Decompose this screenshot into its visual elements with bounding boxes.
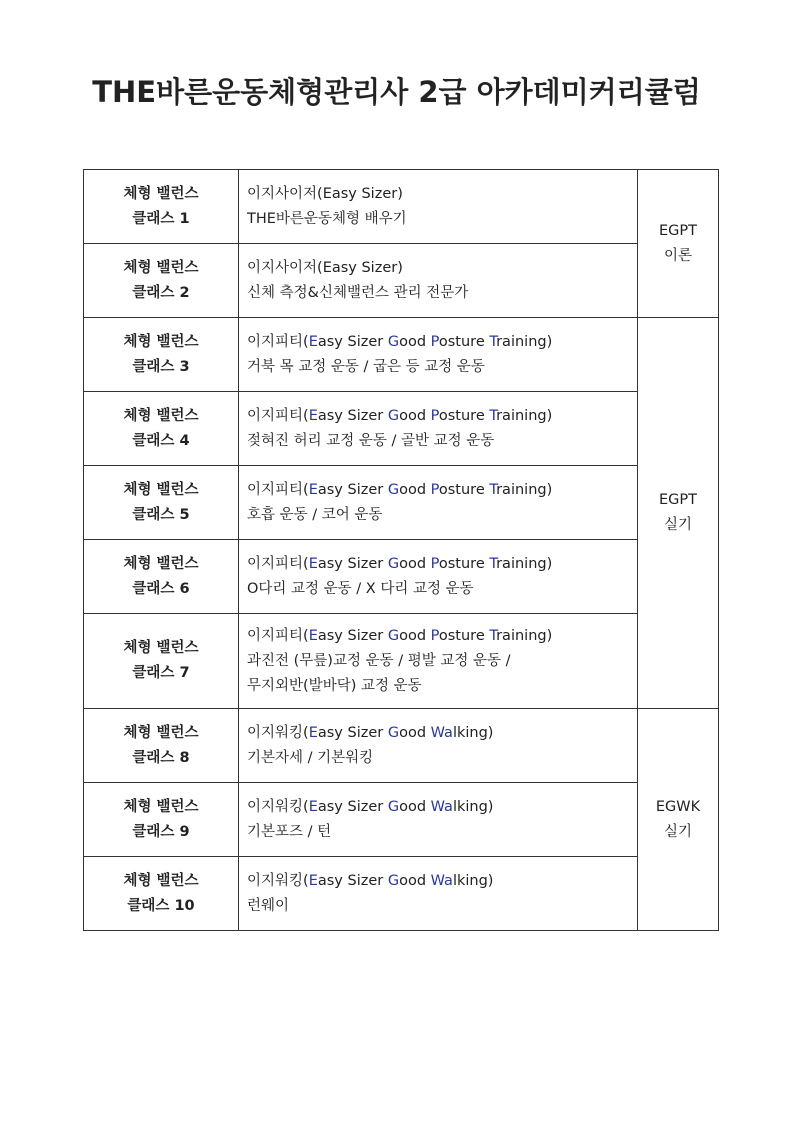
class-name: 체형 밸런스 (123, 185, 199, 202)
class-cell (84, 170, 239, 244)
class-number: 클래스 10 (127, 897, 195, 914)
table-row (84, 170, 719, 244)
table-row (84, 709, 719, 783)
class-cell (84, 614, 239, 709)
class-cell (84, 709, 239, 783)
course-detail: 거북 목 교정 운동 / 굽은 등 교정 운동 (247, 358, 485, 375)
class-name: 체형 밸런스 (123, 333, 199, 350)
course-title: 이지워킹(Easy Sizer Good Walking) (247, 872, 494, 889)
category-code: EGPT (659, 492, 697, 508)
class-number: 클래스 3 (132, 358, 190, 375)
class-number: 클래스 1 (132, 210, 190, 227)
course-title: 이지피티(Easy Sizer Good Posture Training) (247, 627, 553, 644)
class-cell (84, 392, 239, 466)
course-cell (239, 783, 638, 857)
table-row (84, 392, 719, 466)
course-detail: 과진전 (무릎)교정 운동 / 평발 교정 운동 / (247, 652, 511, 669)
class-cell (84, 540, 239, 614)
course-cell (239, 318, 638, 392)
class-number: 클래스 7 (132, 665, 190, 681)
course-title: 이지워킹(Easy Sizer Good Walking) (247, 724, 494, 741)
category-cell (638, 170, 719, 318)
course-cell (239, 466, 638, 540)
course-title: 이지워킹(Easy Sizer Good Walking) (247, 798, 494, 815)
class-name: 체형 밸런스 (123, 872, 199, 889)
course-cell (239, 392, 638, 466)
course-detail: O다리 교정 운동 / X 다리 교정 운동 (247, 580, 474, 597)
course-detail: 기본포즈 / 턴 (247, 823, 332, 840)
table-row (84, 614, 719, 709)
course-title: 이지피티(Easy Sizer Good Posture Training) (247, 481, 553, 498)
course-cell (239, 709, 638, 783)
course-title: 이지피티(Easy Sizer Good Posture Training) (247, 555, 553, 572)
class-cell (84, 857, 239, 931)
table-row (84, 857, 719, 931)
course-detail: THE바른운동체형 배우기 (247, 210, 407, 227)
course-detail: 무지외반(발바닥) 교정 운동 (247, 677, 422, 694)
category-type: 이론 (663, 247, 692, 264)
course-detail: 런웨이 (247, 897, 290, 914)
category-cell (638, 709, 719, 931)
course-title: 이지피티(Easy Sizer Good Posture Training) (247, 333, 553, 350)
class-cell (84, 783, 239, 857)
class-number: 클래스 2 (132, 284, 190, 301)
class-name: 체형 밸런스 (123, 259, 199, 276)
table-row (84, 783, 719, 857)
table-row (84, 540, 719, 614)
class-cell (84, 244, 239, 318)
course-cell (239, 614, 638, 709)
curriculum-table (83, 169, 719, 931)
category-code: EGPT (659, 222, 697, 239)
category-cell (638, 318, 719, 709)
class-number: 클래스 4 (132, 432, 190, 449)
course-title: 이지사이저(Easy Sizer) (247, 259, 403, 276)
class-number: 클래스 8 (132, 749, 190, 766)
course-cell (239, 244, 638, 318)
category-type: 실기 (663, 823, 692, 840)
course-detail: 젖혀진 허리 교정 운동 / 골반 교정 운동 (247, 432, 495, 449)
page-title: THE바른운동체형관리사 2급 아카데미커리큘럼 (92, 75, 701, 109)
course-detail: 신체 측정&신체밸런스 관리 전문가 (247, 284, 469, 301)
course-detail: 호흡 운동 / 코어 운동 (247, 506, 383, 523)
course-cell (239, 170, 638, 244)
class-name: 체형 밸런스 (123, 555, 199, 572)
class-name: 체형 밸런스 (123, 407, 199, 424)
category-type: 실기 (663, 517, 692, 533)
course-cell (239, 857, 638, 931)
class-cell (84, 466, 239, 540)
class-number: 클래스 5 (132, 506, 190, 523)
category-code: EGWK (655, 798, 701, 815)
table-row (84, 466, 719, 540)
course-cell (239, 540, 638, 614)
course-title: 이지피티(Easy Sizer Good Posture Training) (247, 407, 553, 424)
class-name: 체형 밸런스 (123, 724, 199, 741)
class-name: 체형 밸런스 (123, 640, 199, 656)
table-row (84, 244, 719, 318)
class-number: 클래스 6 (132, 580, 190, 597)
course-detail: 기본자세 / 기본워킹 (247, 749, 374, 766)
class-name: 체형 밸런스 (123, 481, 199, 498)
class-name: 체형 밸런스 (123, 798, 199, 815)
class-number: 클래스 9 (132, 823, 190, 840)
class-cell (84, 318, 239, 392)
course-title: 이지사이저(Easy Sizer) (247, 185, 403, 202)
table-row (84, 318, 719, 392)
